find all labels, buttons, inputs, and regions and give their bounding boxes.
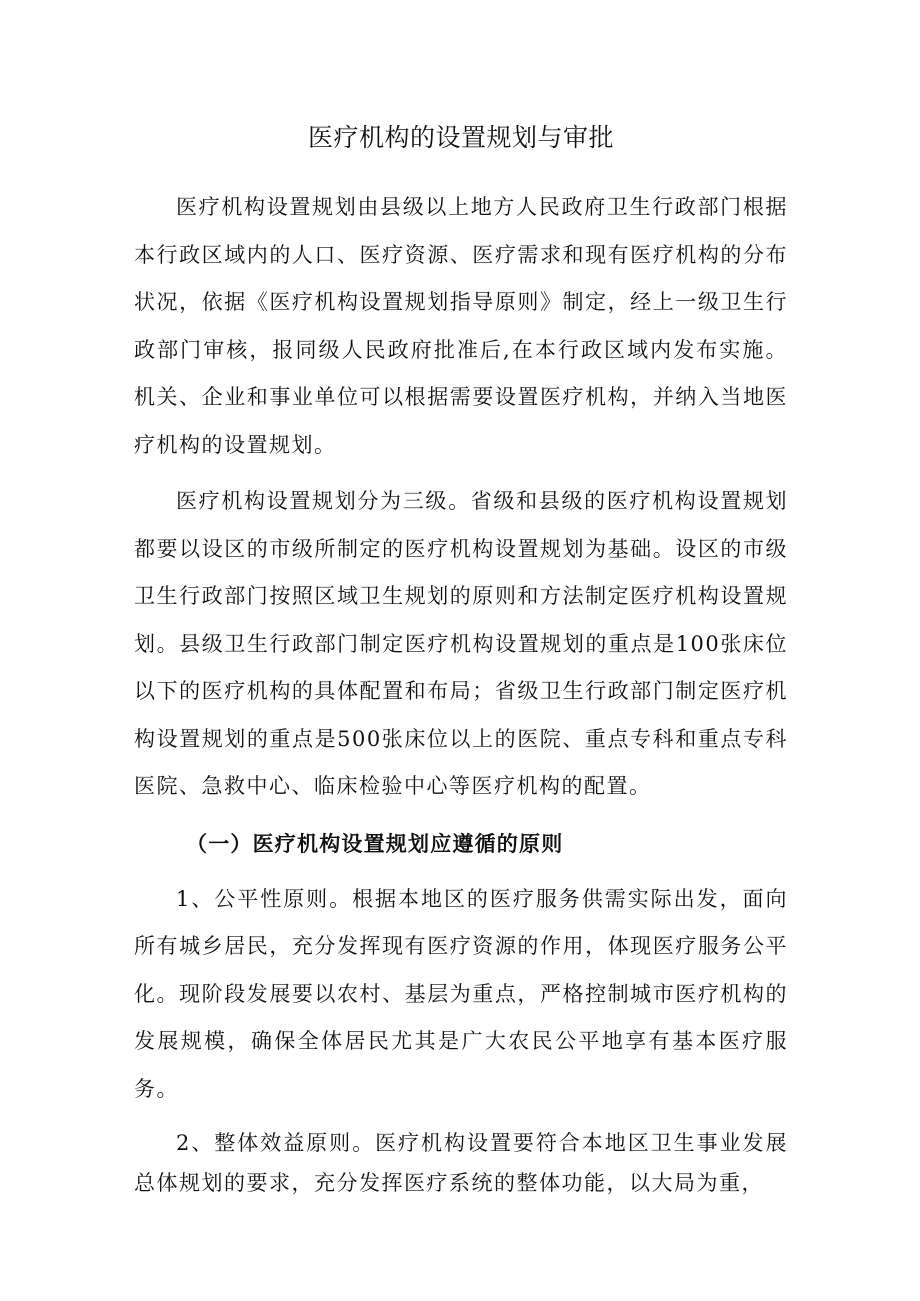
paragraph-three-levels: 医疗机构设置规划分为三级。省级和县级的医疗机构设置规划都要以设区的市级所制定的医疗机构设置规划为基础。设区的市级卫生行政部门按照区域卫生规划的原则和方法制定医疗机构设置规划。县级卫生行政部门制定医疗机构设置规划的重点是100张床位以下的医疗机构的具体配置和布局；省级卫生行政部门制定医疗机构设置规划的重点是500张床位以上的医院、重点专科和重点专科医院、急救中心、临床检验中心等医疗机构的配置。 — [134, 489, 788, 798]
paragraph-setup-planning: 医疗机构设置规划由县级以上地方人民政府卫生行政部门根据本行政区域内的人口、医疗资源、医疗需求和现有医疗机构的分布状况，依据《医疗机构设置规划指导原则》制定，经上一级卫生行政部门审核，报同级人民政府批准后,在本行政区域内发布实施。机关、企业和事业单位可以根据需要设置医疗机构，并纳入当地医疗机构的设置规划。 — [134, 195, 788, 457]
document-title: 医疗机构的设置规划与审批 — [307, 123, 614, 152]
section-heading-principles: （一）医疗机构设置规划应遵循的原则 — [186, 830, 564, 856]
principle-overall-benefit: 2、整体效益原则。医疗机构设置要符合本地区卫生事业发展总体规划的要求，充分发挥医疗系统的整体功能，以大局为重， — [134, 1131, 788, 1195]
principle-fairness: 1、公平性原则。根据本地区的医疗服务供需实际出发，面向所有城乡居民，充分发挥现有医疗资源的作用，体现医疗服务公平化。现阶段发展要以农村、基层为重点，严格控制城市医疗机构的发展规模，确保全体居民尤其是广大农民公平地享有基本医疗服务。 — [134, 886, 788, 1101]
